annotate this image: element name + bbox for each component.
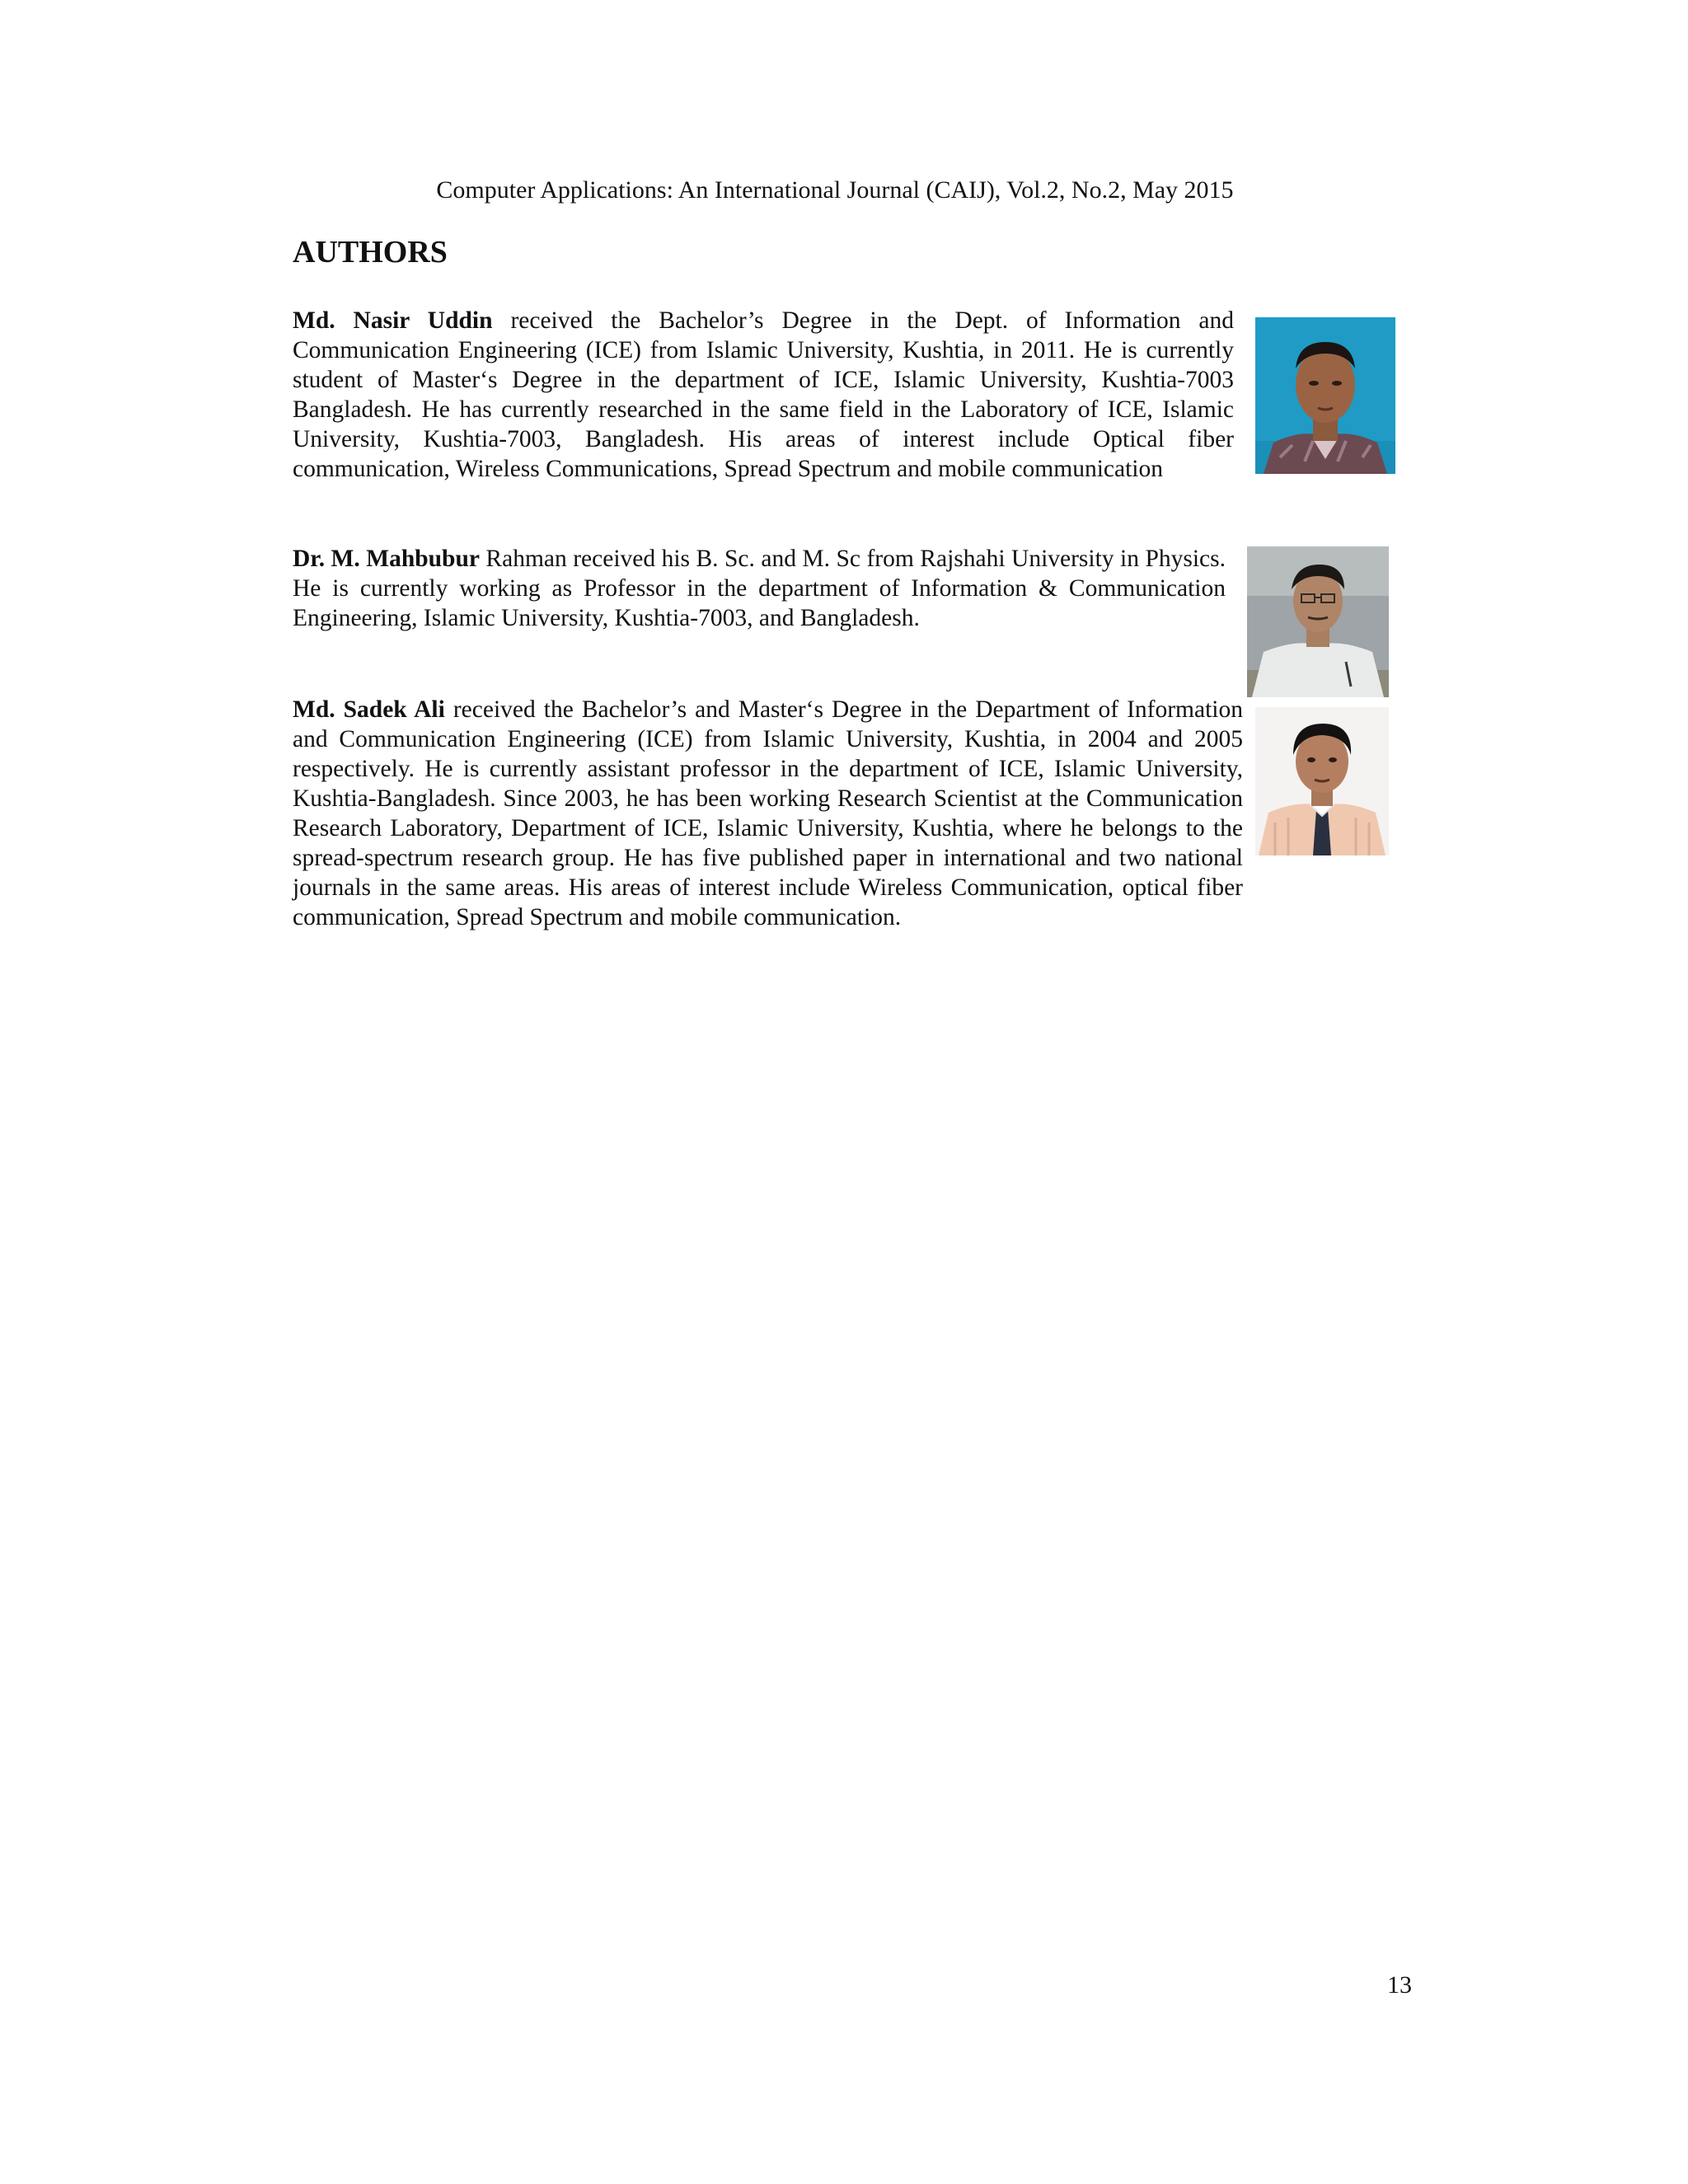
section-heading: AUTHORS (293, 235, 448, 269)
author-photo-2 (1247, 546, 1389, 697)
author-name-1: Md. Nasir Uddin (293, 307, 493, 334)
author-bio-3 (293, 695, 1416, 932)
author-photo-1 (1255, 317, 1395, 474)
author-name-2: Dr. M. Mahbubur (293, 546, 480, 572)
author-bio-2 (293, 544, 1226, 633)
page-number: 13 (1387, 1971, 1412, 1999)
author-bio-text-2: Rahman received his B. Sc. and M. Sc from Rajshahi University in Physics. He is currently working as Professor in the department of Information & Communication Engineering, Islamic University, Kushtia-7003, and Bangladesh. (293, 546, 1226, 631)
running-header-text: Computer Applications: An International Journal (CAIJ), Vol.2, No.2, May 2015 (436, 176, 1234, 204)
author-photo-3 (1255, 707, 1389, 855)
author-bio-1 (293, 306, 1234, 484)
author-bio-text-3: received the Bachelor’s and Master‘s Degree in the Department of Information and Communication Engineering (ICE) from Islamic University, Kushtia, in 2004 and 2005 respectively. He is currently assistant professor in the department of ICE, Islamic University, Kushtia-Bangladesh. Since 2003, he has been working Research Scientist at the Communication Research Laboratory, Department of ICE, Islamic University, Kushtia, where he belongs to the spread-spectrum research group. He has five published paper in international and two national journals in the same areas. His areas of interest include Wireless Communication, optical fiber communication, Spread Spectrum and mobile communication. (293, 696, 1243, 930)
running-header (0, 175, 1688, 206)
author-bio-text-1: received the Bachelor’s Degree in the Dept. of Information and Communication Engineering (ICE) from Islamic University, Kushtia, in 2011. He is currently student of Master‘s Degree in the department of ICE, Islamic University, Kushtia-7003 Bangladesh. He has currently researched in the same field in the Laboratory of ICE, Islamic University, Kushtia-7003, Bangladesh. His areas of interest include Optical fiber communication, Wireless Communications, Spread Spectrum and mobile communication (293, 307, 1234, 482)
author-name-3: Md. Sadek Ali (293, 696, 445, 723)
